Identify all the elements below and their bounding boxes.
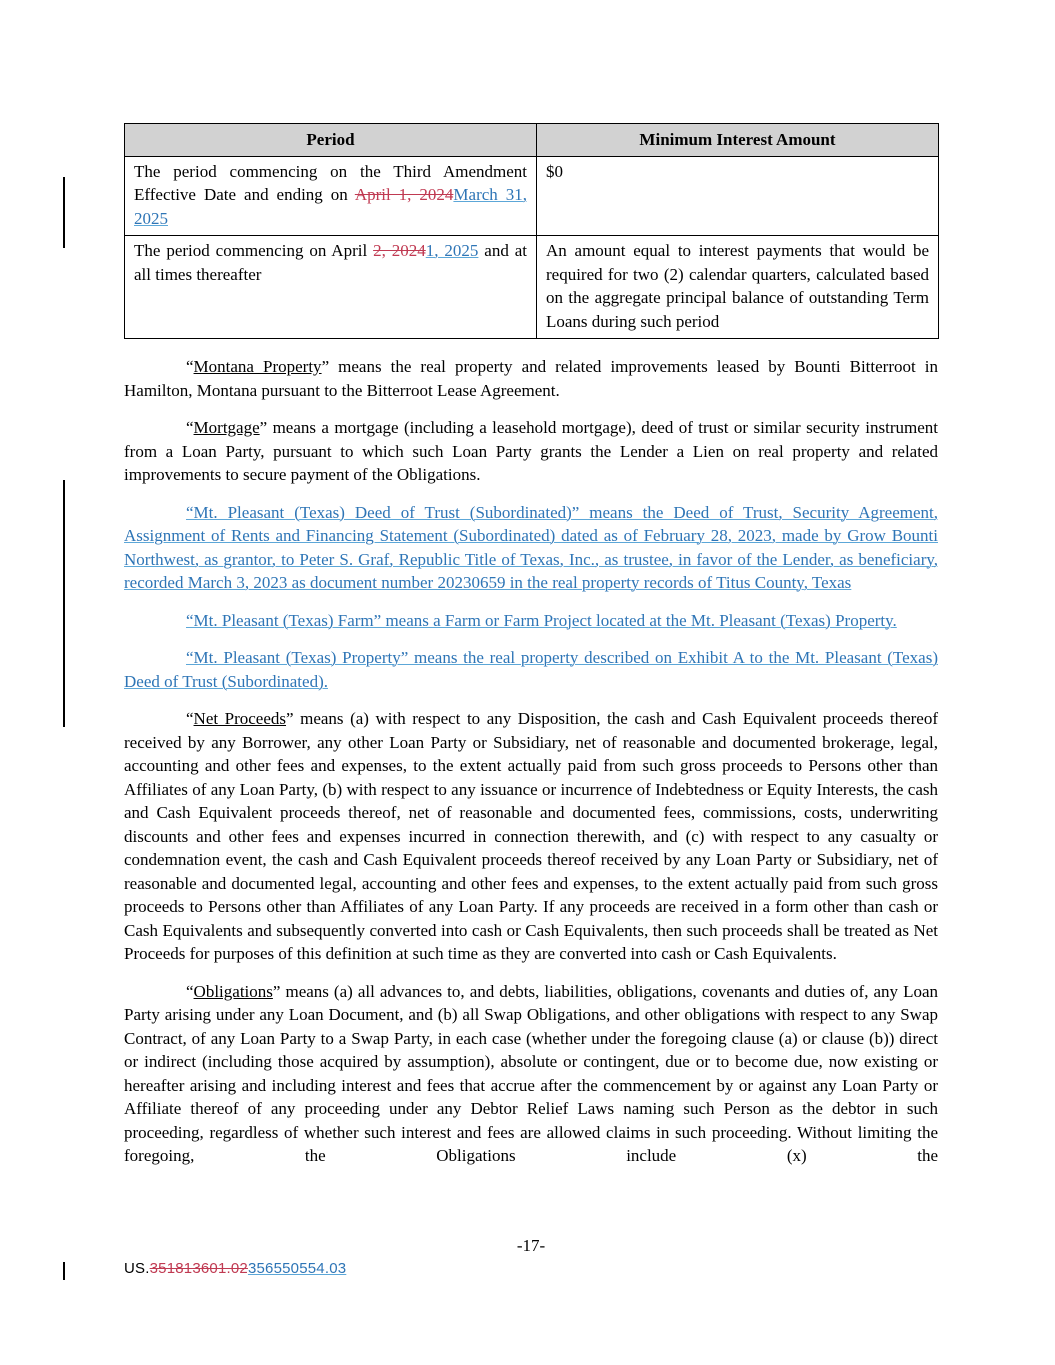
text-run: ” means a mortgage (including a leasehold mortgage), deed of trust or similar security instrument from a Loan Party, pursuant to which such Loan Party grants the Lender a Lien on real property and related improvements to secure payment of the Obligations.: [124, 418, 938, 484]
text-run: and at all times thereafter: [134, 241, 528, 284]
definition-mt-pleasant-deed-of-trust: [124, 501, 938, 595]
text-run: The period commencing on April: [134, 241, 374, 260]
inserted-text: 1, 2025: [425, 241, 479, 260]
text-run: “: [186, 357, 194, 376]
table-header-minimum-interest-amount: Minimum Interest Amount: [537, 124, 939, 157]
change-bar: [63, 480, 65, 727]
page-number: -17-: [516, 1236, 546, 1255]
definition-mt-pleasant-farm: [124, 609, 938, 633]
minimum-interest-table: [124, 123, 939, 339]
inserted-text: “Mt. Pleasant (Texas) Deed of Trust (Subordinated)” means the Deed of Trust, Security Agreement, Assignment of Rents and Financing Statement (Subordinated) dated as of February 28, 2023, made by Grow Bounti Northwest, as grantor, to Peter S. Graf, Republic Title of Texas, Inc., as trustee, in favor of the Lender, as beneficiary, recorded March 3, 2023 as document number 20230659 in the real property records of Titus County, Texas: [124, 502, 938, 592]
table-row: [125, 156, 939, 236]
inserted-text: “Mt. Pleasant (Texas) Farm” means a Farm or Farm Project located at the Mt. Pleasant (Texas) Property.: [186, 610, 897, 630]
text-run: ” means the real property and related improvements leased by Bounti Bitterroot in Hamilton, Montana pursuant to the Bitterroot Lease Agreement.: [124, 357, 938, 400]
change-bar: [63, 1262, 65, 1280]
definition-mortgage: [124, 416, 938, 487]
text-run: “: [186, 981, 194, 1001]
text-run: ” means (a) with respect to any Disposition, the cash and Cash Equivalent proceeds thereof received by any Borrower, any other Loan Party or Subsidiary, net of reasonable and documented brokerage, legal, accounting and other fees and expenses, to the extent actually paid from such gross proceeds to Persons other than Affiliates of any Loan Party, (b) with respect to any issuance or incurrence of Indebtedness or Equity Interests, the cash and Cash Equivalent proceeds thereof, net of reasonable and documented fees, commissions, costs, underwriting discounts and other fees and expenses incurred in connection therewith, and (c) with respect to any casualty or condemnation event, the cash and Cash Equivalent proceeds thereof received by any Loan Party or Subsidiary, net of reasonable and documented legal, accounting and other fees and expenses, to the extent actually paid from such gross proceeds to Persons other than Affiliates of any Loan Party. If any proceeds are received in a form other than cash or Cash Equivalents and subsequently converted into cash or Cash Equivalents, then such proceeds shall be treated as Net Proceeds for purposes of this definition at such time as they are converted into cash or Cash Equivalents.: [124, 709, 938, 963]
defined-term: Net Proceeds: [193, 709, 287, 728]
text-run: An amount equal to interest payments that would be required for two (2) calendar quarters, calculated based on the aggregate principal balance of outstanding Term Loans during such period: [546, 241, 929, 331]
amount-cell: [537, 236, 939, 339]
table-header-period: Period: [125, 124, 537, 157]
defined-term: Obligations: [193, 981, 273, 1001]
text-run: The period commencing on the Third Amendment Effective Date and ending on: [134, 161, 527, 204]
text-run: ” means (a) all advances to, and debts, liabilities, obligations, covenants and duties of, any Loan Party arising under any Loan Document, and (b) all Swap Obligations, and other obligations with respect to any Swap Contract, of any Loan Party to a Swap Party, in each case (whether under the foregoing clause (a) or clause (b)) direct or indirect (including those acquired by assumption), absolute or contingent, due or to become due, now existing or hereafter arising and including interest and fees that accrue after the commencement by or against any Loan Party or Affiliate thereof of any proceeding under any Debtor Relief Laws naming such Person as the debtor in such proceeding, regardless of whether such interest and fees are allowed claims in such proceeding. Without limiting the foregoing, the Obligations include (x) the: [124, 981, 938, 1165]
inserted-text: “Mt. Pleasant (Texas) Property” means the real property described on Exhibit A to the Mt. Pleasant (Texas) Deed of Trust (Subordinated).: [124, 648, 938, 691]
period-cell: [125, 236, 537, 339]
table-row: [125, 236, 939, 339]
deleted-text: 351813601.02: [149, 1260, 248, 1277]
text-run: US.: [124, 1260, 150, 1277]
text-run: “: [186, 709, 194, 728]
text-run: $0: [546, 161, 563, 181]
document-id: [124, 1260, 346, 1277]
definition-obligations: [124, 980, 938, 1168]
amount-cell: [537, 156, 939, 236]
document-page: [124, 123, 938, 1168]
deleted-text: April 1, 2024: [354, 185, 454, 204]
period-cell: [125, 156, 537, 236]
table-header-row: [125, 124, 939, 157]
change-bar: [63, 177, 65, 248]
defined-term: Mortgage: [193, 418, 260, 437]
definition-montana-property: [124, 355, 938, 402]
inserted-text: March 31, 2025: [134, 185, 527, 228]
definition-mt-pleasant-property: [124, 646, 938, 693]
text-run: “: [186, 418, 194, 437]
defined-term: Montana Property: [193, 357, 322, 376]
definition-net-proceeds: [124, 707, 938, 966]
deleted-text: 2, 2024: [373, 241, 426, 260]
inserted-text: 356550554.03: [247, 1260, 347, 1277]
